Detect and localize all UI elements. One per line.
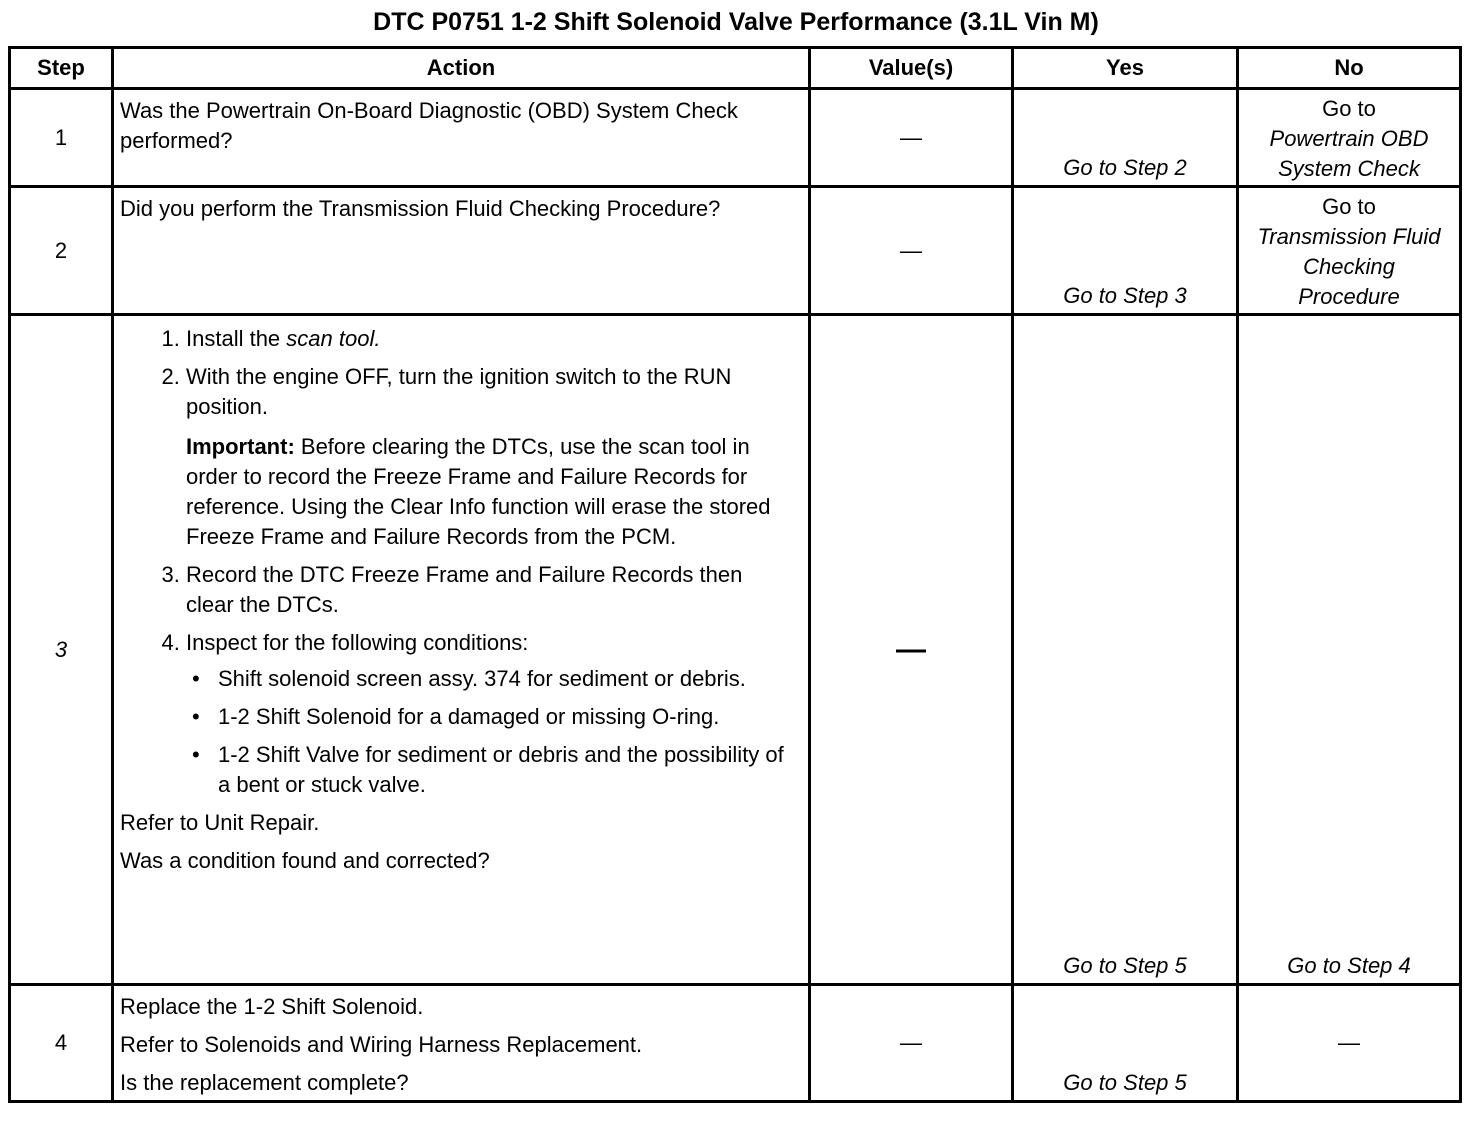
table-row — [10, 985, 1461, 1102]
conditions-list — [186, 664, 796, 800]
refer-text[interactable]: Refer to Unit Repair. — [120, 810, 320, 835]
value-cell: — — [810, 187, 1013, 315]
value-cell: — — [810, 315, 1013, 985]
procedure-item — [186, 362, 796, 552]
step-number: 3 — [10, 315, 113, 985]
question-text: Is the replacement complete? — [120, 1070, 409, 1095]
header-no: No — [1238, 48, 1461, 89]
step-number: 2 — [10, 187, 113, 315]
procedure-item — [186, 324, 796, 354]
item-text: Record the DTC Freeze Frame and Failure Records then clear the DTCs. — [186, 562, 743, 617]
action-cell — [113, 985, 810, 1102]
table-row — [10, 315, 1461, 985]
header-action: Action — [113, 48, 810, 89]
value-cell: — — [810, 985, 1013, 1102]
important-note — [186, 432, 796, 552]
table-row — [10, 89, 1461, 187]
procedure-item — [186, 628, 796, 800]
value-cell: — — [810, 89, 1013, 187]
no-target[interactable]: Transmission Fluid Checking Procedure — [1257, 224, 1441, 309]
diagnostic-table — [8, 46, 1462, 1103]
step-number: 1 — [10, 89, 113, 187]
no-prefix: Go to — [1322, 194, 1376, 219]
refer-text[interactable]: Refer to Solenoids and Wiring Harness Replacement. — [120, 1032, 643, 1057]
action-cell — [113, 315, 810, 985]
yes-link[interactable]: Go to Step 2 — [1013, 89, 1238, 187]
table-header-row — [10, 48, 1461, 89]
action-line: Replace the 1-2 Shift Solenoid. — [120, 994, 424, 1019]
condition-item: • 1-2 Shift Valve for sediment or debris and the possibility of a bent or stuck valve. — [218, 740, 796, 800]
scan-tool-term: scan tool. — [286, 326, 381, 351]
header-step: Step — [10, 48, 113, 89]
header-yes: Yes — [1013, 48, 1238, 89]
no-cell[interactable] — [1238, 89, 1461, 187]
no-link[interactable]: Go to Step 4 — [1238, 315, 1461, 985]
step-number: 4 — [10, 985, 113, 1102]
no-cell: — — [1238, 985, 1461, 1102]
condition-item: • 1-2 Shift Solenoid for a damaged or missing O-ring. — [218, 702, 796, 732]
page-title: DTC P0751 1-2 Shift Solenoid Valve Performance (3.1L Vin M) — [373, 8, 1099, 36]
header-values: Value(s) — [810, 48, 1013, 89]
no-cell[interactable] — [1238, 187, 1461, 315]
no-prefix: Go to — [1322, 96, 1376, 121]
no-target[interactable]: Powertrain OBD System Check — [1269, 126, 1429, 181]
yes-link[interactable]: Go to Step 5 — [1013, 315, 1238, 985]
yes-link[interactable]: Go to Step 5 — [1013, 985, 1238, 1102]
important-label: Important: — [186, 434, 295, 459]
important-text: Before clearing the DTCs, use the scan tool in order to record the Freeze Frame and Failure Records for reference. Using the Clear Info function will erase the stored Freeze Frame and Failure Records from the PCM. — [186, 434, 771, 549]
action-text: Was the Powertrain On-Board Diagnostic (OBD) System Check performed? — [113, 89, 810, 187]
table-row — [10, 187, 1461, 315]
yes-link[interactable]: Go to Step 3 — [1013, 187, 1238, 315]
condition-item: • Shift solenoid screen assy. 374 for sediment or debris. — [218, 664, 796, 694]
item-text: Install the — [186, 326, 281, 351]
procedure-item — [186, 560, 796, 620]
procedure-list — [120, 324, 796, 800]
item-text: Inspect for the following conditions: — [186, 630, 529, 655]
question-text: Was a condition found and corrected? — [120, 848, 490, 873]
item-text: With the engine OFF, turn the ignition switch to the RUN position. — [186, 364, 732, 419]
action-text: Did you perform the Transmission Fluid Checking Procedure? — [113, 187, 810, 315]
